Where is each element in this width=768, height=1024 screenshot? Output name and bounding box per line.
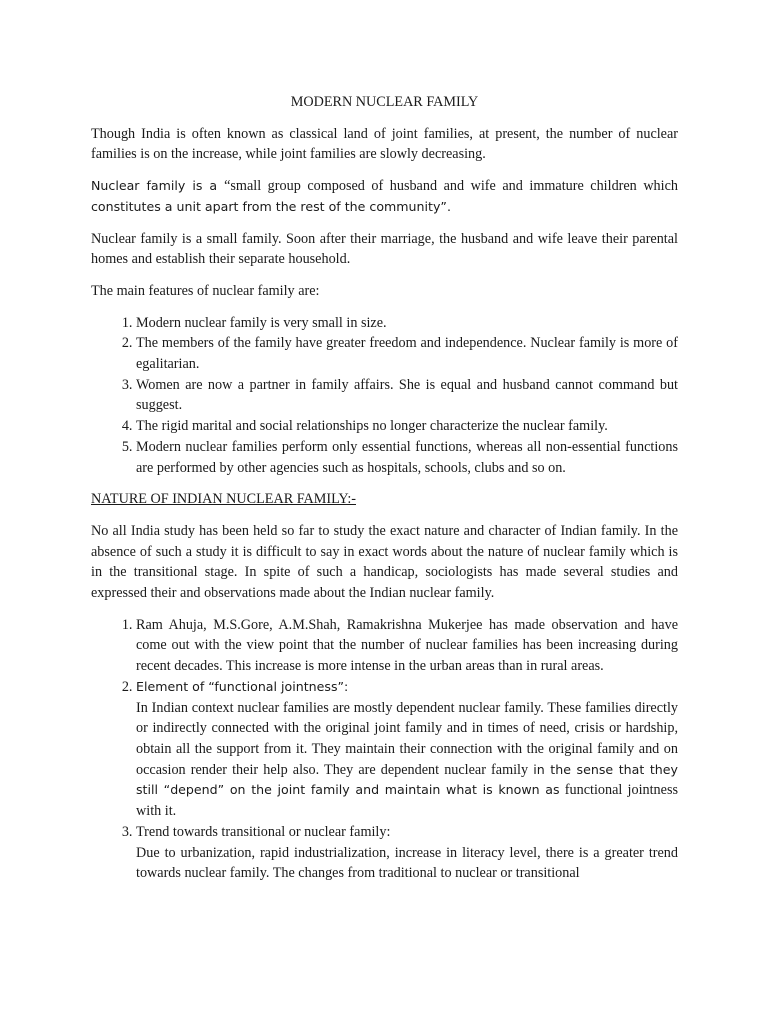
features-list <box>91 313 678 479</box>
list-item: 4. The rigid marital and social relationships no longer characterize the nuclear family. <box>136 416 678 437</box>
list-item <box>136 677 678 822</box>
features-intro: The main features of nuclear family are: <box>91 282 320 299</box>
definition-quote-a: “small group composed of husband and wife and immature children which <box>224 178 678 195</box>
list-item: 1. Modern nuclear family is very small in size. <box>136 313 678 334</box>
point-body-b: in the sense that they still “depend” on the joint family and maintain what is known as <box>136 761 678 798</box>
nature-intro-paragraph: No all India study has been held so far to study the exact nature and character of Indian family. In the absence of such a study it is difficult to say in exact words about the nature of nuclear family which is in the transitional stage. In spite of such a handicap, sociologists has made several studies and expressed their and observations made about the Indian nuclear family. <box>91 522 678 602</box>
list-item: 2. The members of the family have greater freedom and independence. Nuclear family is more of egalitarian. <box>136 333 678 374</box>
point-body-a: In Indian context nuclear families are mostly dependent nuclear family. These families directly or indirectly connected with the original joint family and in times of need, crisis or hardship, obtain all the support from it. They maintain their connection with the original family and on occasion render their help also. They are dependent nuclear family <box>136 699 678 778</box>
point-label: 3. Trend towards transitional or nuclear family: <box>136 823 391 840</box>
section-heading: NATURE OF INDIAN NUCLEAR FAMILY:- <box>91 491 356 508</box>
list-item <box>136 822 678 884</box>
intro-paragraph: Though India is often known as classical land of joint families, at present, the number of nuclear families is on the increase, while joint families are slowly decreasing. <box>91 125 678 163</box>
point-body-c: functional jointness with it. <box>136 782 678 820</box>
list-item: 3. Women are now a partner in family affairs. She is equal and husband cannot command but suggest. <box>136 375 678 416</box>
page-title: MODERN NUCLEAR FAMILY <box>290 94 479 110</box>
point-body <box>136 700 678 820</box>
point-body: Due to urbanization, rapid industrialization, increase in literacy level, there is a greater trend towards nuclear family. The changes from traditional to nuclear or transitional <box>136 844 678 882</box>
definition-quote-b: constitutes a unit apart from the rest of the community”. <box>91 198 451 214</box>
nature-list <box>91 615 678 884</box>
definition-lead: Nuclear family is a <box>91 178 225 194</box>
point-label: 2. Element of “functional jointness”: <box>136 678 349 694</box>
definition-paragraph <box>91 176 678 217</box>
list-item: 5. Modern nuclear families perform only essential functions, whereas all non-essential functions are performed by other agencies such as hospitals, schools, clubs and so on. <box>136 437 678 478</box>
small-family-paragraph: Nuclear family is a small family. Soon after their marriage, the husband and wife leave their parental homes and establish their separate household. <box>91 230 678 268</box>
list-item: 1. Ram Ahuja, M.S.Gore, A.M.Shah, Ramakrishna Mukerjee has made observation and have come out with the view point that the number of nuclear families has been increasing during recent decades. This increase is more intense in the urban areas than in rural areas. <box>136 615 678 677</box>
